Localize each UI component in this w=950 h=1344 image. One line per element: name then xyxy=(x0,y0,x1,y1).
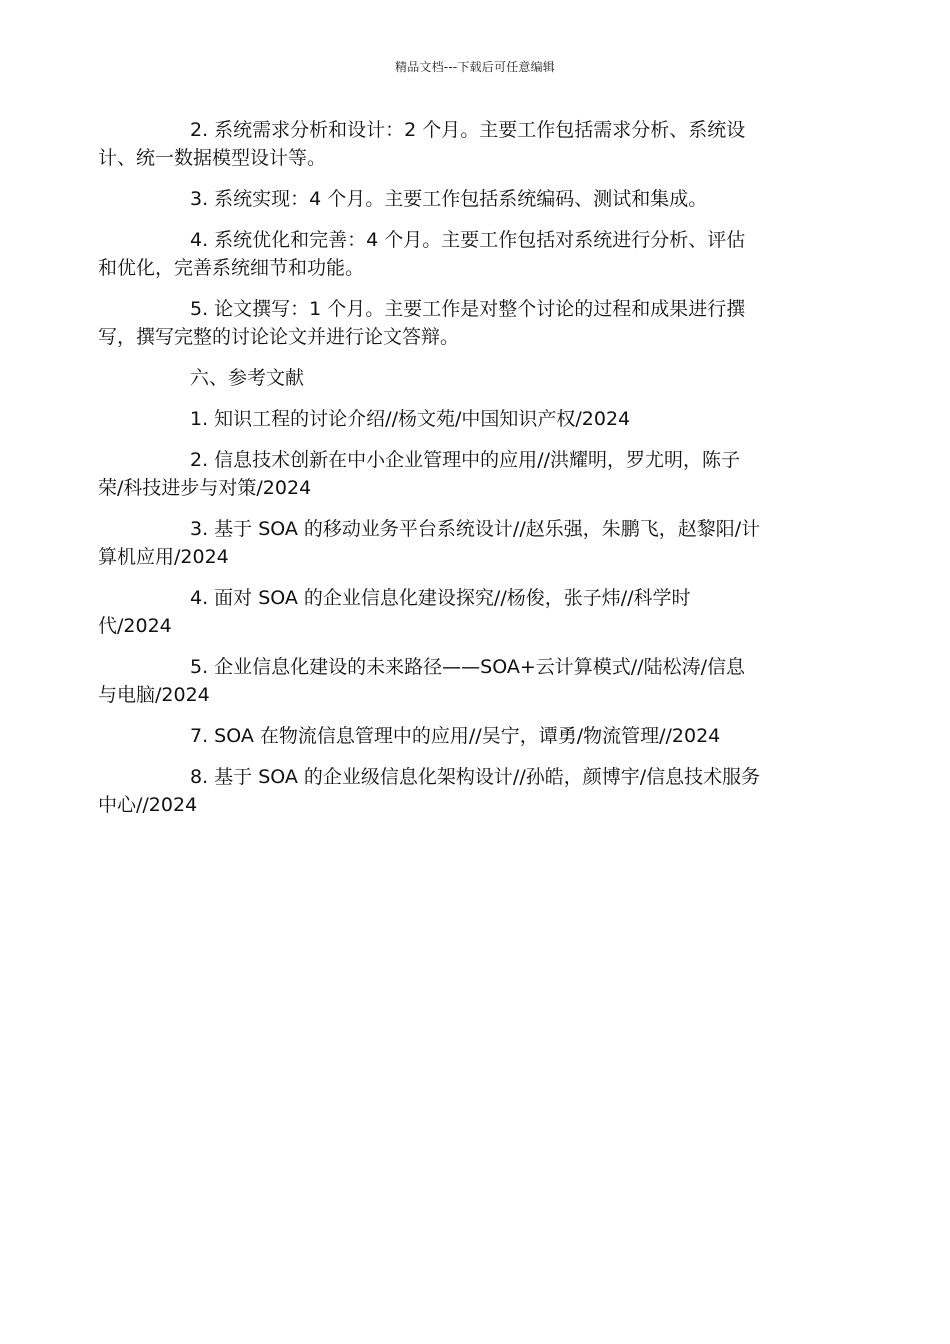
paragraph-line: 5. 企业信息化建设的未来路径——SOA+云计算模式//陆松涛/信息 xyxy=(190,656,745,678)
paragraph-line: 计、统一数据模型设计等。 xyxy=(98,147,327,169)
paragraph-schedule-5 xyxy=(98,295,809,351)
document-body xyxy=(98,116,809,832)
paragraph-line: 3. 系统实现：4 个月。主要工作包括系统编码、测试和集成。 xyxy=(190,188,708,210)
reference-item xyxy=(98,763,809,819)
page-header: 精品文档---下载后可任意编辑 xyxy=(395,60,555,74)
reference-item xyxy=(98,446,809,502)
paragraph-line: 7. SOA 在物流信息管理中的应用//吴宁，谭勇/物流管理//2024 xyxy=(190,725,721,747)
paragraph-line: 六、参考文献 xyxy=(190,367,305,389)
paragraph-line: 4. 面对 SOA 的企业信息化建设探究//杨俊，张子炜//科学时 xyxy=(190,587,691,609)
paragraph-line: 1. 知识工程的讨论介绍//杨文苑/中国知识产权/2024 xyxy=(190,408,631,430)
paragraph-line: 代/2024 xyxy=(98,615,172,637)
reference-item xyxy=(98,584,809,640)
section-heading-references xyxy=(144,364,809,392)
paragraph-line: 荣/科技进步与对策/2024 xyxy=(98,477,312,499)
paragraph-schedule-4 xyxy=(98,226,809,282)
reference-item xyxy=(98,515,809,571)
reference-item xyxy=(144,405,809,433)
paragraph-schedule-3 xyxy=(144,185,809,213)
paragraph-line: 算机应用/2024 xyxy=(98,546,229,568)
paragraph-schedule-2 xyxy=(98,116,809,172)
paragraph-line: 2. 系统需求分析和设计：2 个月。主要工作包括需求分析、系统设 xyxy=(190,119,746,141)
reference-item xyxy=(98,653,809,709)
paragraph-line: 8. 基于 SOA 的企业级信息化架构设计//孙皓，颜博宇/信息技术服务 xyxy=(190,766,761,788)
paragraph-line: 和优化，完善系统细节和功能。 xyxy=(98,257,365,279)
paragraph-line: 5. 论文撰写：1 个月。主要工作是对整个讨论的过程和成果进行撰 xyxy=(190,298,746,320)
paragraph-line: 写，撰写完整的讨论论文并进行论文答辩。 xyxy=(98,326,460,348)
paragraph-line: 中心//2024 xyxy=(98,794,198,816)
paragraph-line: 2. 信息技术创新在中小企业管理中的应用//洪耀明，罗尤明，陈子 xyxy=(190,449,740,471)
paragraph-line: 3. 基于 SOA 的移动业务平台系统设计//赵乐强，朱鹏飞，赵黎阳/计 xyxy=(190,518,761,540)
paragraph-line: 与电脑/2024 xyxy=(98,684,210,706)
paragraph-line: 4. 系统优化和完善：4 个月。主要工作包括对系统进行分析、评估 xyxy=(190,229,746,251)
reference-item xyxy=(144,722,809,750)
